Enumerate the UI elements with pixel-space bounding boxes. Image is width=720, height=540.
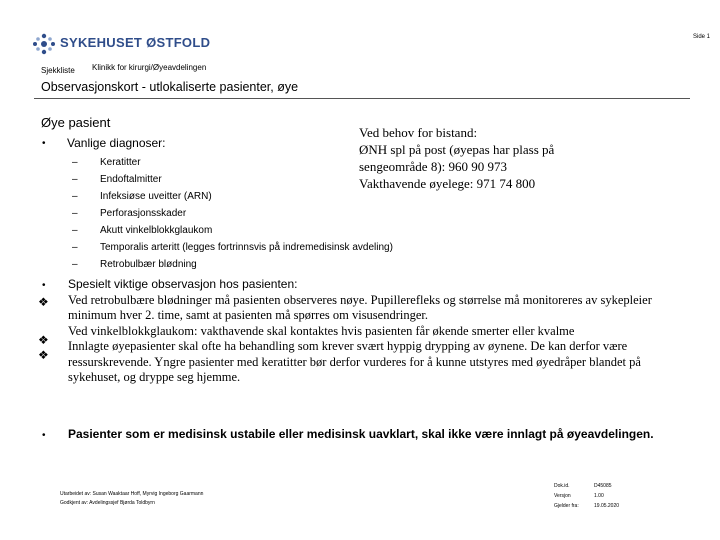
bullet-icon: • [42, 280, 46, 291]
doc-type: Sjekkliste [41, 66, 75, 75]
dash-icon: – [72, 157, 78, 168]
department: Klinikk for kirurgi/Øyeavdelingen [92, 63, 207, 72]
valid-from: 19.05.2020 [594, 503, 620, 509]
diagnoses-label: Vanlige diagnoser: [67, 136, 166, 150]
contact-info [359, 124, 554, 192]
approved-by: Godkjent av: Avdelingssjef Bjørda Toldbyrn [60, 500, 155, 506]
contact-line: Ved behov for bistand: [359, 125, 478, 140]
final-note: Pasienter som er medisinsk ustabile eller medisinsk uavklart, skal ikke være innlagt på øyeavdelingen. [68, 427, 654, 441]
org-name: SYKEHUSET ØSTFOLD [60, 35, 211, 50]
diamond-bullet-icon: ❖ [38, 348, 49, 362]
page-number: Side 1 [692, 34, 710, 40]
version-label: Versjon [554, 493, 571, 499]
footer-meta [554, 481, 619, 511]
list-item: – Retrobulbær blødning [72, 256, 492, 273]
dash-icon: – [72, 174, 78, 185]
bullet-icon: • [42, 430, 46, 441]
dash-icon: – [72, 225, 78, 236]
list-item: – Akutt vinkelblokkglaukom [72, 222, 492, 239]
dash-icon: – [72, 259, 78, 270]
special-item: Innlagte øyepasienter skal ofte ha behandling som krever svært hyppig drypping av øynene. De kan derfor være ressurskrevende. Yngre pasienter med keratitter bør derfor vurderes for å kunne utstyres med øyedråper blandet på sykehuset, og dryppe seg hjemme. [68, 339, 641, 384]
document-title: Observasjonskort - utlokaliserte pasienter, øye [41, 80, 299, 94]
doc-id-label: Dok.id. [554, 483, 570, 489]
list-item: – Keratitter [72, 154, 492, 171]
special-observations [68, 277, 688, 386]
contact-line: sengeområde 8): 960 90 973 [359, 159, 508, 174]
dash-icon: – [72, 191, 78, 202]
diamond-bullet-icon: ❖ [38, 295, 49, 309]
contact-line: ØNH spl på post (øyepas har plass på [359, 142, 555, 157]
special-title: Spesielt viktige observasjon hos pasienten: [68, 277, 298, 291]
doc-id: D45085 [594, 483, 612, 489]
footer-authors [60, 490, 203, 508]
special-item: Ved vinkelblokkglaukom: vakthavende skal kontaktes hvis pasienten får økende smerter eller kvalme [68, 323, 575, 338]
list-item: – Perforasjonsskader [72, 205, 492, 222]
diamond-bullet-icon: ❖ [38, 333, 49, 347]
contact-line: Vakthavende øyelege: 971 74 800 [359, 176, 536, 191]
header-divider [34, 98, 690, 99]
section-title: Øye pasient [41, 115, 111, 130]
list-item: – Endoftalmitter [72, 171, 492, 188]
prepared-by: Utarbeidet av: Susan Waaktaar Hoff, Myrvig Ingeborg Gaarmann [60, 491, 204, 497]
list-item: – Temporalis arteritt (legges fortrinnsvis på indremedisinsk avdeling) [72, 239, 492, 256]
logo-icon [32, 33, 56, 55]
bullet-icon: • [42, 138, 46, 149]
version: 1.00 [594, 493, 604, 499]
list-item: – Infeksiøse uveitter (ARN) [72, 188, 492, 205]
dash-icon: – [72, 208, 78, 219]
special-item: Ved retrobulbære blødninger må pasienten observeres nøye. Pupillerefleks og størrelse må monitoreres av sykepleier minimum hver 2. time, samt at pasienten må spørres om visusendringer. [68, 292, 652, 322]
dash-icon: – [72, 242, 78, 253]
valid-from-label: Gjelder fra: [554, 503, 579, 509]
